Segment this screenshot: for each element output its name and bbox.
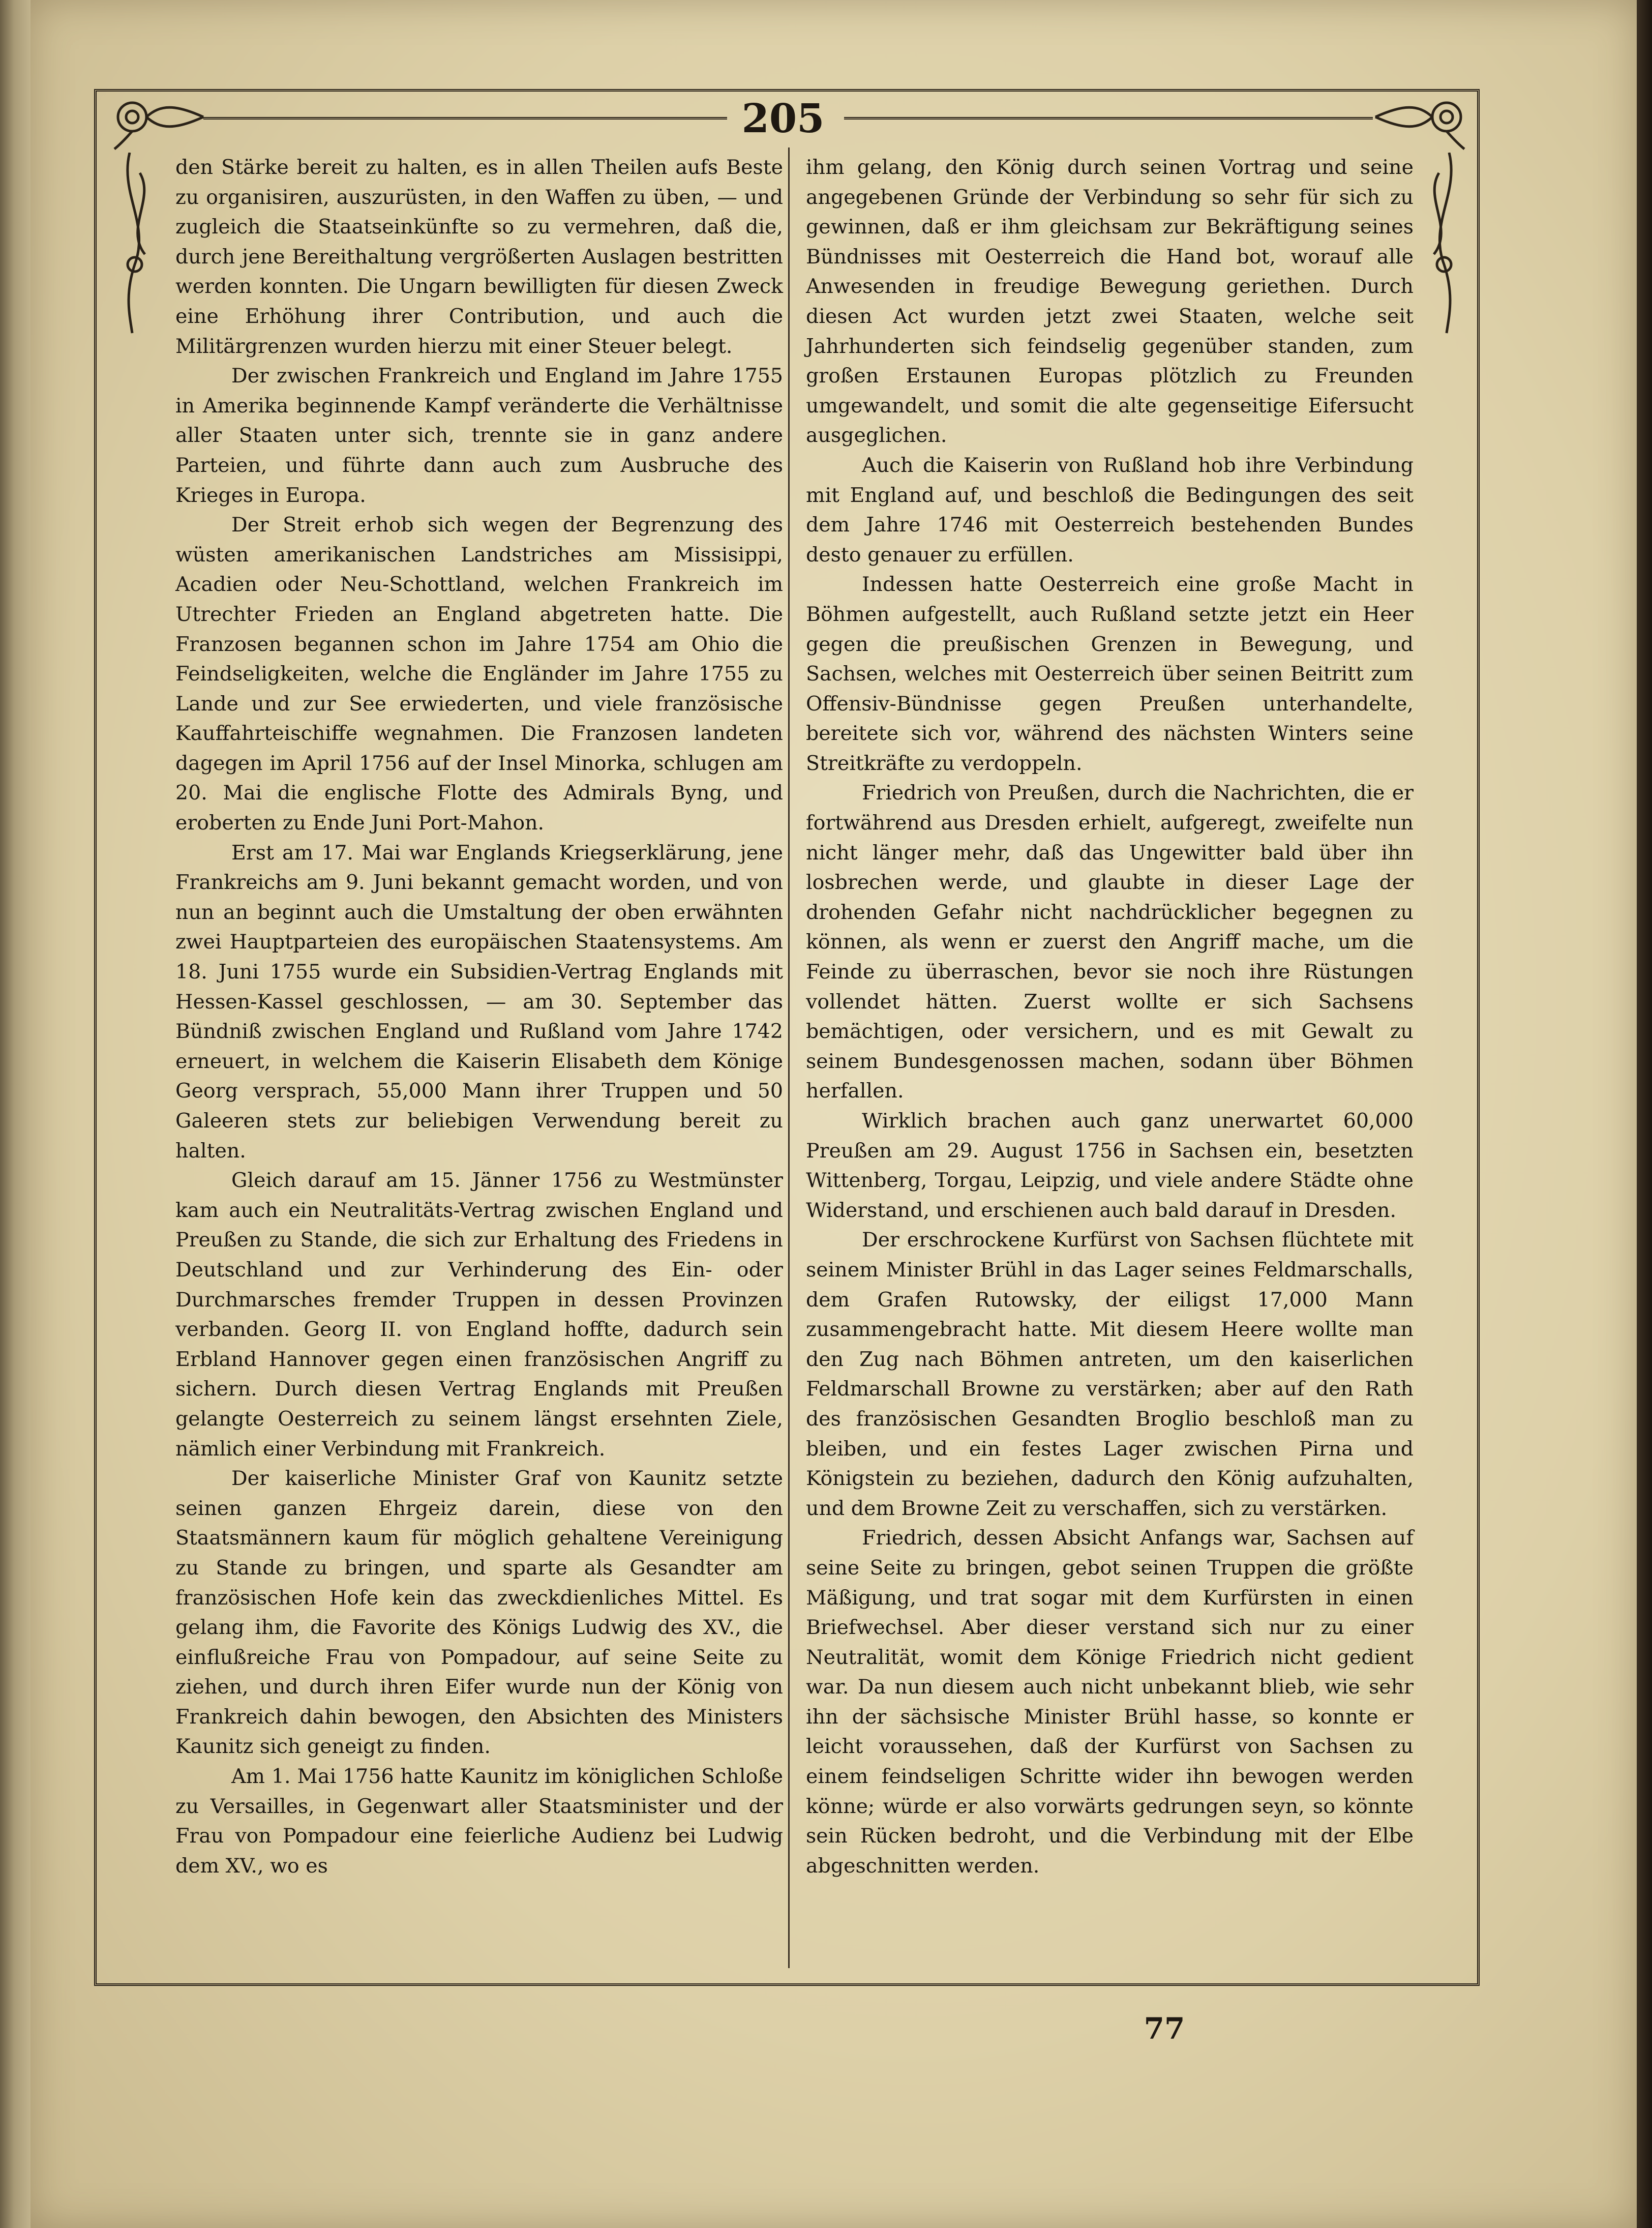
column-divider <box>788 147 790 1968</box>
left-column <box>175 153 783 1881</box>
paragraph: Der kaiserliche Minister Graf von Kaunitz setzte seinen ganzen Ehrgeiz darein, diese von den Staatsmännern kaum für möglich gehaltene Vereinigung zu Stande zu bringen, und sparte als Gesandter am französischen Hofe kein das zweckdienliches Mittel. Es gelang ihm, die Favorite des Königs Ludwig des XV., die einflußreiche Frau von Pompadour, auf seine Seite zu ziehen, und durch ihren Eifer wurde nun der König von Frankreich dahin bewogen, den Absichten des Ministers Kaunitz sich geneigt zu finden. <box>175 1467 783 1759</box>
paragraph: Friedrich von Preußen, durch die Nachrichten, die er fortwährend aus Dresden erhielt, aufgeregt, zweifelte nun nicht länger mehr, daß das Ungewitter bald über ihn losbrechen werde, und glaubte in dieser Lage der drohenden Gefahr nicht nachdrücklicher begegnen zu können, als wenn er zuerst den Angriff mache, um die Feinde zu überraschen, bevor sie noch ihre Rüstungen vollendet hätten. Zuerst wollte er sich Sachsens bemächtigen, oder versichern, und es mit Gewalt zu seinem Bundesgenossen machen, sodann über Böhmen herfallen. <box>806 781 1414 1103</box>
paragraph: Der Streit erhob sich wegen der Begrenzung des wüsten amerikanischen Landstriches am Missisippi, Acadien oder Neu-Schottland, welchen Frankreich im Utrechter Frieden an England abgetreten hatte. Die Franzosen begannen schon im Jahre 1754 am Ohio die Feindseligkeiten, welche die Engländer im Jahre 1755 zu Lande und zur See erwiederten, und viele französische Kauffahrteischiffe wegnahmen. Die Franzosen landeten dagegen im April 1756 auf der Insel Minorka, schlugen am 20. Mai die englische Flotte des Admirals Byng, und eroberten zu Ende Juni Port-Mahon. <box>175 513 783 835</box>
header-rule-left <box>203 117 727 120</box>
corner-flourish-icon <box>1373 94 1469 150</box>
page-number: 205 <box>741 96 825 142</box>
header-rule-right <box>844 117 1373 120</box>
paragraph: Indessen hatte Oesterreich eine große Macht in Böhmen aufgestellt, auch Rußland setzte jetzt ein Heer gegen die preußischen Grenzen in Bewegung, und Sachsen, welches mit Oesterreich über seinen Beitritt zum Offensiv-Bündnisse gegen Preußen unterhandelte, bereitete sich vor, während des nächsten Winters seine Streitkräfte zu verdoppeln. <box>806 573 1414 775</box>
paragraph: Am 1. Mai 1756 hatte Kaunitz im königlichen Schloße zu Versailles, in Gegenwart aller Staatsminister und der Frau von Pompadour eine feierliche Audienz bei Ludwig dem XV., wo es <box>175 1765 783 1878</box>
right-column <box>806 153 1414 1881</box>
page-edge-shadow <box>1637 0 1652 2228</box>
paragraph: Gleich darauf am 15. Jänner 1756 zu Westmünster kam auch ein Neutralitäts-Vertrag zwischen England und Preußen zu Stande, die sich zur Erhaltung des Friedens in Deutschland und zur Verhinderung des Ein- oder Durchmarsches fremder Truppen in dessen Provinzen verbanden. Georg II. von England hoffte, dadurch sein Erbland Hannover gegen einen französischen Angriff zu sichern. Durch diesen Vertrag Englands mit Preußen gelangte Oesterreich zu seinem längst ersehnten Ziele, nämlich einer Verbindung mit Frankreich. <box>175 1169 783 1461</box>
paragraph: Wirklich brachen auch ganz unerwartet 60,000 Preußen am 29. August 1756 in Sachsen ein, besetzten Wittenberg, Torgau, Leipzig, und viele andere Städte ohne Widerstand, und erschienen auch bald darauf in Dresden. <box>806 1109 1414 1222</box>
paragraph: ihm gelang, den König durch seinen Vortrag und seine angegebenen Gründe der Verbindung so sehr für sich zu gewinnen, daß er ihm gleichsam zur Bekräftigung seines Bündnisses mit Oesterreich die Hand bot, worauf alle Anwesenden in freudige Bewegung geriethen. Durch diesen Act wurden jetzt zwei Staaten, welche seit Jahrhunderten sich feindselig gegenüber standen, zum großen Erstaunen Europas plötzlich zu Freunden umgewandelt, und somit die alte gegenseitige Eifersucht ausgeglichen. <box>806 156 1414 448</box>
signature-mark: 77 <box>1144 2011 1185 2046</box>
paragraph: Der zwischen Frankreich und England im Jahre 1755 in Amerika beginnende Kampf veränderte die Verhältnisse aller Staaten unter sich, trennte sie in ganz andere Parteien, und führte dann auch zum Ausbruche des Krieges in Europa. <box>175 364 783 507</box>
corner-flourish-icon <box>109 94 206 150</box>
paragraph: Der erschrockene Kurfürst von Sachsen flüchtete mit seinem Minister Brühl in das Lager seines Feldmarschalls, dem Grafen Rutowsky, der eiligst 17,000 Mann zusammengebracht hatte. Mit diesem Heere wollte man den Zug nach Böhmen antreten, um den kaiserlichen Feldmarschall Browne zu verstärken; aber auf den Rath des französischen Gesandten Broglio beschloß man zu bleiben, und ein festes Lager zwischen Pirna und Königstein zu beziehen, dadurch den König aufzuhalten, und dem Browne Zeit zu verschaffen, sich zu verstärken. <box>806 1228 1414 1520</box>
paragraph: Auch die Kaiserin von Rußland hob ihre Verbindung mit England auf, und beschloß die Bedingungen des seit dem Jahre 1746 mit Oesterreich bestehenden Bundes desto genauer zu erfüllen. <box>806 453 1414 567</box>
paragraph: den Stärke bereit zu halten, es in allen Theilen aufs Beste zu organisiren, auszurüsten, in den Waffen zu üben, — und zugleich die Staatseinkünfte so zu vermehren, daß die, durch jene Bereithaltung vergrößerten Auslagen bestritten werden konnten. Die Ungarn bewilligten für diesen Zweck eine Erhöhung ihrer Contribution, und auch die Militärgrenzen wurden hierzu mit einer Steuer belegt. <box>175 156 783 358</box>
paragraph: Friedrich, dessen Absicht Anfangs war, Sachsen auf seine Seite zu bringen, gebot seinen Truppen die größte Mäßigung, und trat sogar mit dem Kurfürsten in einen Briefwechsel. Aber dieser verstand sich nur zu einer Neutralität, womit dem Könige Friedrich nicht gedient war. Da nun diesem auch nicht unbekannt blieb, wie sehr ihn der sächsische Minister Brühl hasse, so konnte er leicht voraussehen, daß der Kurfürst von Sachsen zu einem feindseligen Schritte wider ihn bewogen werden könne; würde er also vorwärts gedrungen seyn, so könnte sein Rücken bedroht, und die Verbindung mit der Elbe abgeschnitten werden. <box>806 1526 1414 1878</box>
vine-flourish-icon <box>1408 153 1469 336</box>
vine-flourish-icon <box>109 153 170 336</box>
paragraph: Erst am 17. Mai war Englands Kriegserklärung, jene Frankreichs am 9. Juni bekannt gemacht worden, und von nun an beginnt auch die Umstaltung der oben erwähnten zwei Hauptparteien des europäischen Staatensystems. Am 18. Juni 1755 wurde ein Subsidien-Vertrag Englands mit Hessen-Kassel geschlossen, — am 30. September das Bündniß zwischen England und Rußland vom Jahre 1742 erneuert, in welchem die Kaiserin Elisabeth dem Könige Georg versprach, 55,000 Mann ihrer Truppen und 50 Galeeren stets zur beliebigen Verwendung bereit zu halten. <box>175 841 783 1163</box>
